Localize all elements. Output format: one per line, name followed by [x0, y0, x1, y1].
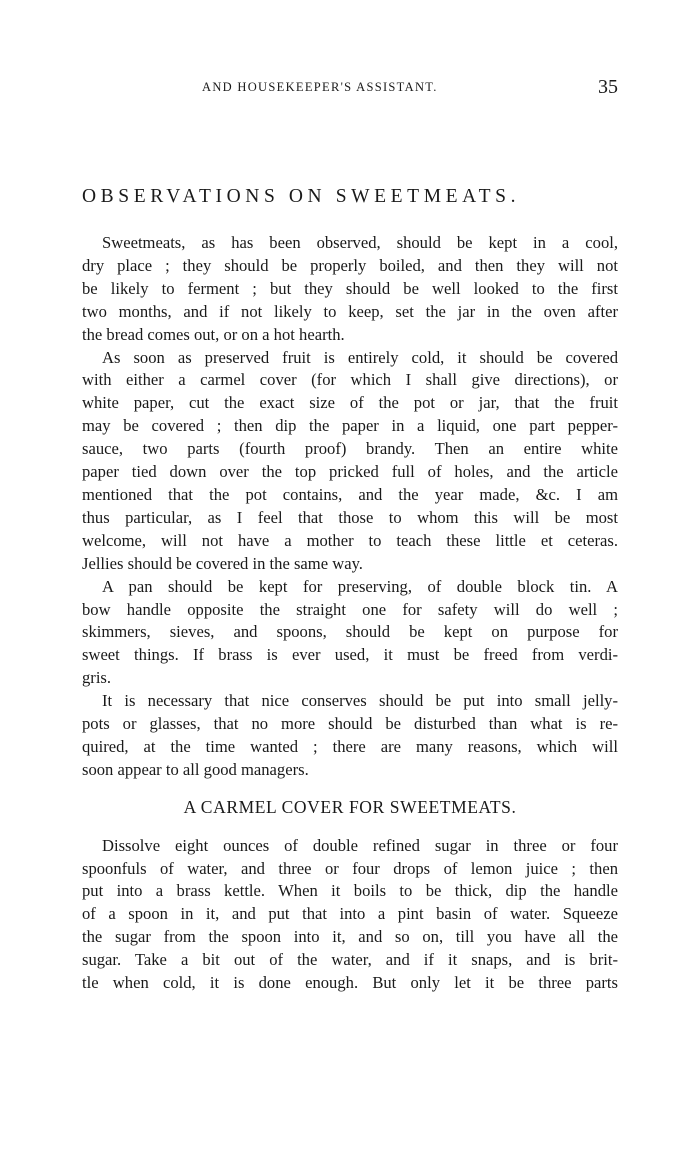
text-line: put into a brass kettle. When it boils to be thick, dip the handle: [82, 881, 618, 901]
text-line: skimmers, sieves, and spoons, should be kept on purpose for: [82, 622, 618, 642]
text-line: Sweetmeats, as has been observed, should be kept in a cool,: [102, 233, 618, 252]
text-line: gris.: [82, 668, 112, 688]
text-line: paper tied down over the top pricked full of holes, and the article: [82, 462, 618, 482]
text-line: A pan should be kept for preserving, of double block tin. A: [102, 576, 618, 596]
paragraph-1: [82, 232, 618, 347]
text-line: spoonfuls of water, and three or four drops of lemon juice ; then: [82, 858, 618, 878]
text-line: tle when cold, it is done enough. But only let it be three parts: [82, 973, 618, 993]
text-line: Jellies should be covered in the same way.: [82, 553, 363, 573]
text-line: of a spoon in it, and put that into a pint basin of water. Squeeze: [82, 904, 618, 924]
text-line: As soon as preserved fruit is entirely cold, it should be covered: [102, 347, 618, 367]
text-line: soon appear to all good managers.: [82, 759, 309, 779]
text-line: two months, and if not likely to keep, set the jar in the oven after: [82, 301, 618, 321]
text-line: white paper, cut the exact size of the pot or jar, that the fruit: [82, 393, 618, 413]
subsection-title: A CARMEL COVER FOR SWEETMEATS.: [183, 796, 517, 817]
text-line: the bread comes out, or on a hot hearth.: [82, 324, 345, 344]
text-line: quired, at the time wanted ; there are many reasons, which will: [82, 736, 618, 756]
text-line: bow handle opposite the straight one for safety will do well ;: [82, 599, 618, 619]
page-number: 35: [598, 76, 618, 98]
paragraph-5: [82, 835, 618, 995]
text-line: sweet things. If brass is ever used, it must be freed from verdi-: [82, 645, 618, 665]
running-head: [82, 76, 618, 104]
body-text: [82, 232, 618, 995]
text-line: be likely to ferment ; but they should be well looked to the first: [82, 278, 618, 298]
text-line: mentioned that the pot contains, and the year made, &c. I am: [82, 484, 618, 504]
text-line: with either a carmel cover (for which I shall give directions), or: [82, 370, 618, 390]
paragraph-2: [82, 347, 618, 576]
text-line: may be covered ; then dip the paper in a liquid, one part pepper-: [82, 416, 618, 436]
section-title: OBSERVATIONS ON SWEETMEATS.: [82, 186, 521, 207]
running-title: AND HOUSEKEEPER'S ASSISTANT.: [202, 80, 438, 94]
text-line: sugar. Take a bit out of the water, and if it snaps, and is brit-: [82, 950, 618, 970]
text-line: welcome, will not have a mother to teach these little et ceteras.: [82, 530, 618, 550]
text-line: thus particular, as I feel that those to whom this will be most: [82, 507, 618, 527]
text-line: It is necessary that nice conserves should be put into small jelly-: [102, 691, 618, 711]
paragraph-3: [82, 576, 618, 691]
paragraph-4: [82, 690, 618, 782]
text-line: sauce, two parts (fourth proof) brandy. Then an entire white: [82, 439, 618, 459]
text-line: pots or glasses, that no more should be disturbed than what is re-: [82, 714, 618, 734]
text-line: dry place ; they should be properly boiled, and then they will not: [82, 255, 618, 275]
text-line: Dissolve eight ounces of double refined sugar in three or four: [102, 835, 618, 855]
text-line: the sugar from the spoon into it, and so on, till you have all the: [82, 927, 618, 947]
